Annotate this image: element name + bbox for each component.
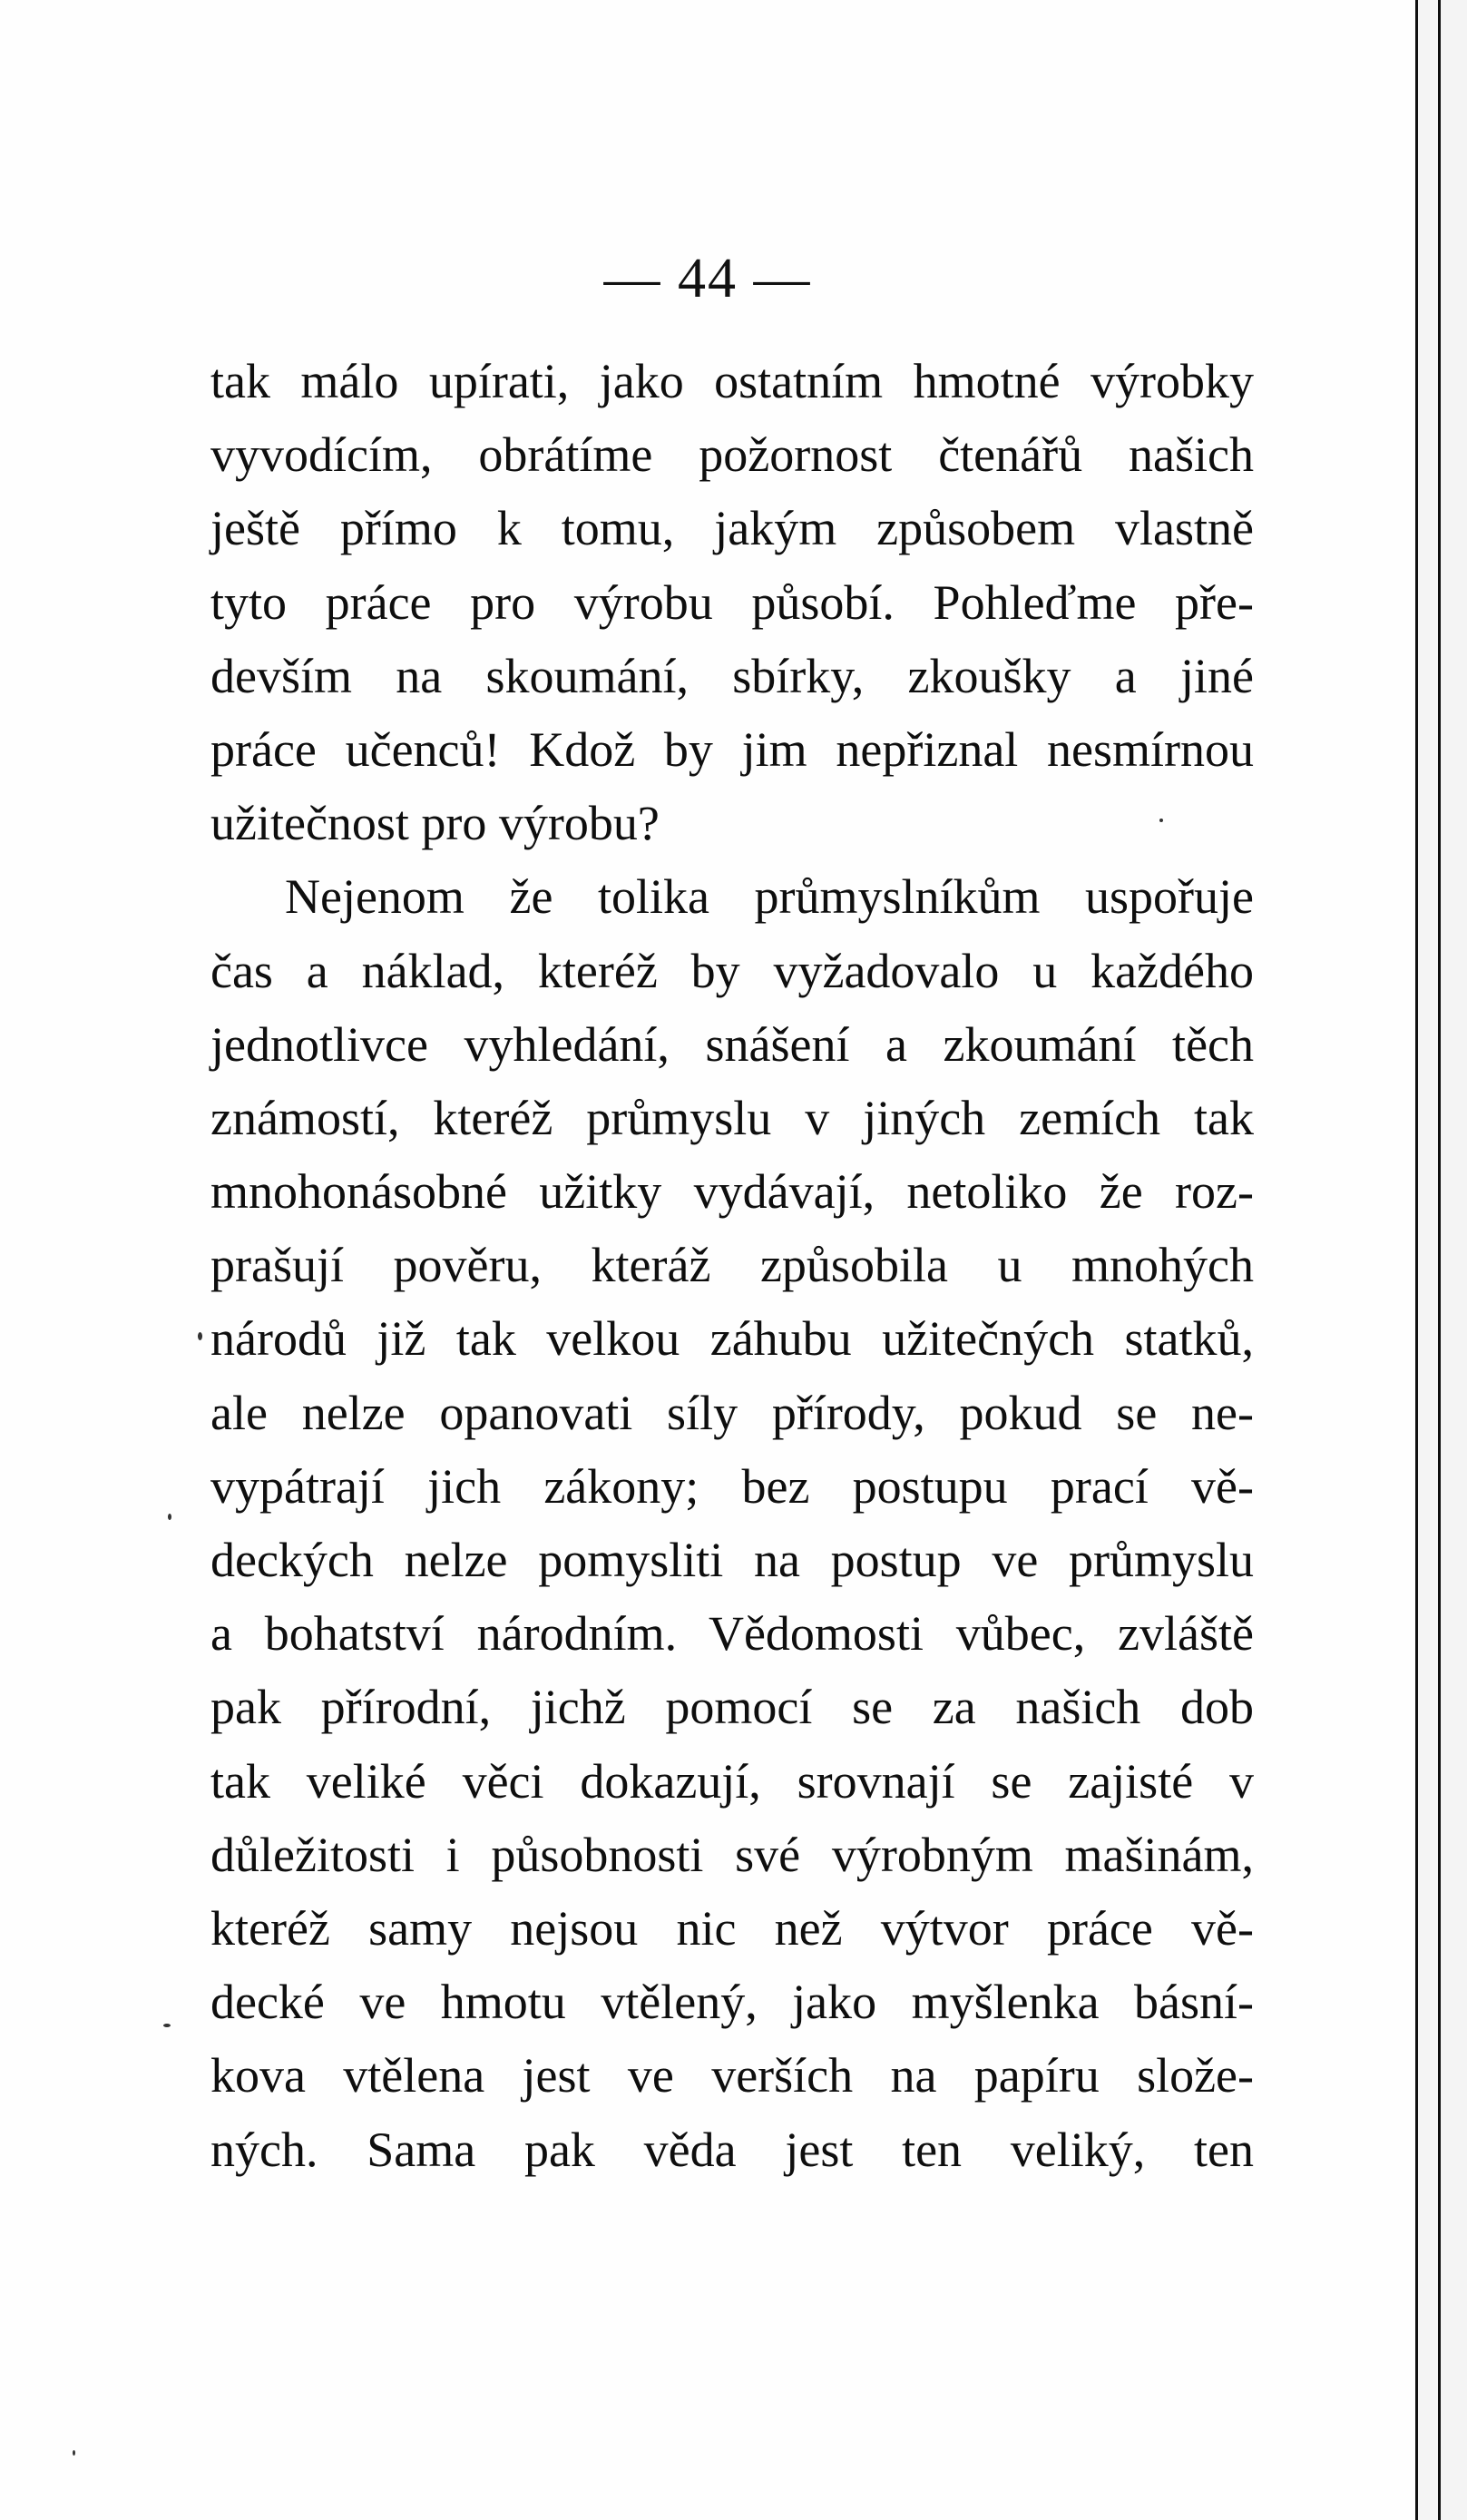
text-line: prašují pověru, kteráž způsobila u mnohých xyxy=(210,1238,1254,1293)
scan-speck xyxy=(168,1514,171,1520)
text-line: ale nelze opanovati síly přírody, pokud se ne- xyxy=(210,1385,1254,1440)
text-line: mnohonásobné užitky vydávají, netoliko že roz- xyxy=(210,1164,1254,1220)
text-line: tak málo upírati, jako ostatním hmotné výrobky xyxy=(210,354,1254,408)
page-number: — 44 — xyxy=(603,248,812,309)
text-line: kteréž samy nejsou nic než výtvor práce vě- xyxy=(210,1900,1254,1956)
text-line: deckých nelze pomysliti na postup ve průmyslu xyxy=(210,1533,1254,1587)
text-line: vyvodícím, obrátíme požornost čtenářů našich xyxy=(210,427,1254,483)
text-line: užitečnost pro výrobu? xyxy=(210,796,660,851)
page-gutter xyxy=(1418,0,1467,2520)
text-line: čas a náklad, kteréž by vyžadovalo u každého xyxy=(210,943,1254,998)
text-line: jednotlivce vyhledání, snášení a zkoumání těch xyxy=(210,1016,1254,1072)
body-text xyxy=(210,345,1254,2187)
text-line: národů již tak velkou záhubu užitečných statků, xyxy=(210,1311,1254,1367)
text-line: tak veliké věci dokazují, srovnají se zajisté v xyxy=(210,1753,1254,1809)
text-line: Nejenom že tolika průmyslníkům uspořuje xyxy=(285,869,1254,925)
text-line: decké ve hmotu vtělený, jako myšlenka básní- xyxy=(210,1975,1254,2030)
scan-speck xyxy=(73,2450,75,2456)
scan-speck xyxy=(1159,819,1163,822)
text-line: a bohatství národním. Vědomosti vůbec, zvláště xyxy=(210,1606,1254,1662)
text-line: ještě přímo k tomu, jakým způsobem vlastně xyxy=(210,501,1254,556)
text-line: kova vtělena jest ve verších na papíru slože- xyxy=(210,2048,1254,2103)
page-edge-line xyxy=(1438,0,1441,2520)
text-line: pak přírodní, jichž pomocí se za našich dob xyxy=(210,1680,1254,1735)
text-line: práce učenců! Kdož by jim nepřiznal nesmírnou xyxy=(210,721,1254,777)
text-line: tyto práce pro výrobu působí. Pohleďme pře- xyxy=(210,574,1254,630)
scan-speck xyxy=(198,1332,202,1340)
text-line: ných. Sama pak věda jest ten veliký, ten xyxy=(210,2122,1254,2177)
text-line: devším na skoumání, sbírky, zkoušky a jiné xyxy=(210,648,1254,703)
text-line: známostí, kteréž průmyslu v jiných zemích tak xyxy=(210,1090,1254,1145)
text-line: vypátrají jich zákony; bez postupu prací vě- xyxy=(210,1458,1254,1514)
scan-speck xyxy=(163,2024,171,2027)
text-line: důležitosti i působnosti své výrobným mašinám, xyxy=(210,1827,1254,1882)
